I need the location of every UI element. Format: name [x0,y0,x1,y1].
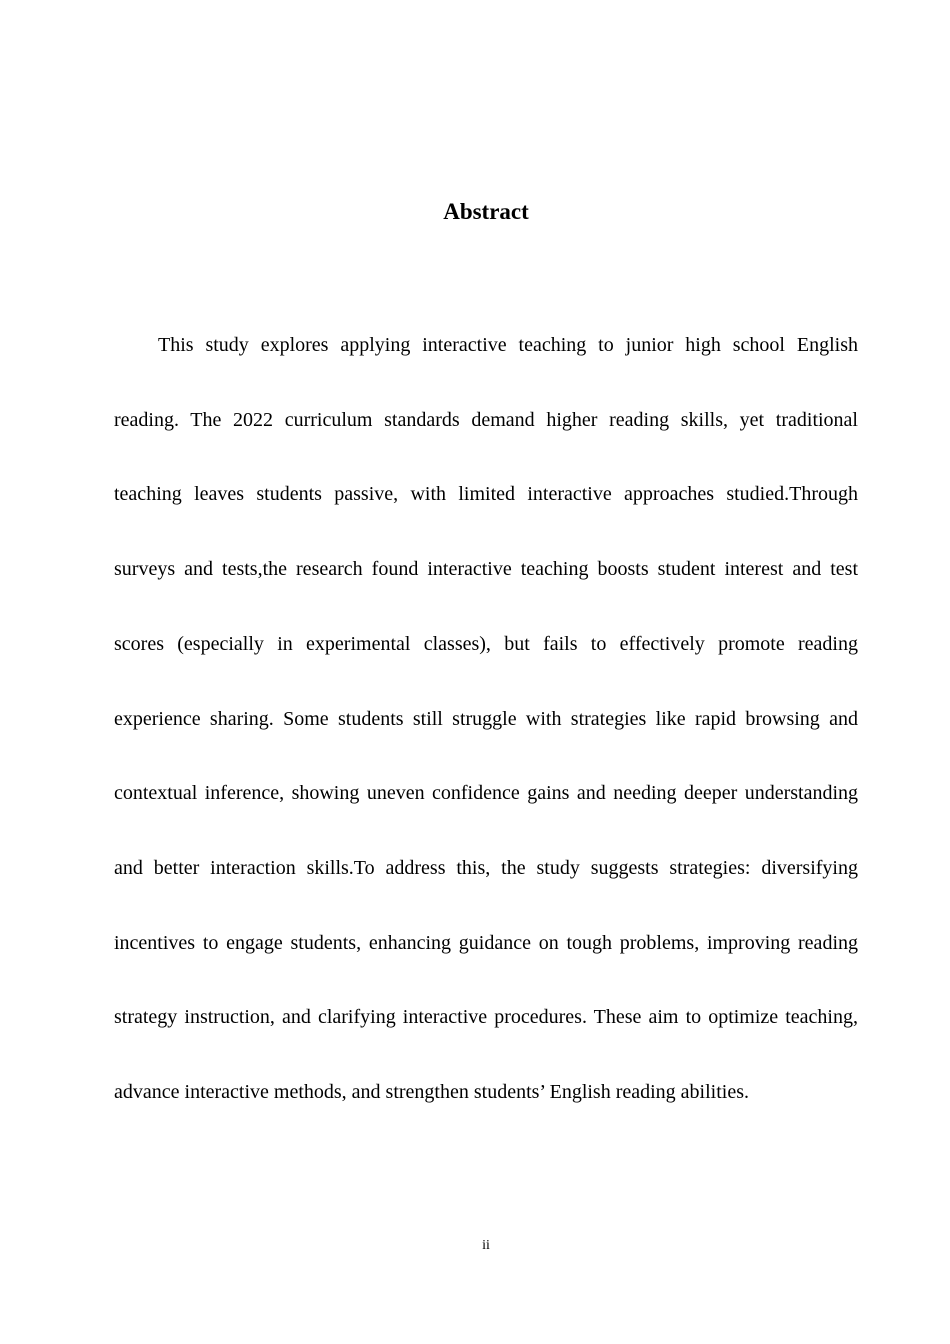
page-number: ii [482,1238,490,1253]
abstract-title: Abstract [443,199,529,224]
abstract-body: This study explores applying interactive teaching to junior high school English reading. The 2022 curriculum standards demand higher reading skills, yet traditional teaching leaves students passive, with limited interactive approaches studied.Through surveys and tests,the research found interactive teaching boosts student interest and test scores (especially in experimental classes), but fails to effectively promote reading experience sharing. Some students still struggle with strategies like rapid browsing and contextual inference, showing uneven confidence gains and needing deeper understanding and better interaction skills.To address this, the study suggests strategies: diversifying incentives to engage students, enhancing guidance on tough problems, improving reading strategy instruction, and clarifying interactive procedures. These aim to optimize teaching, advance interactive methods, and strengthen students’ English reading abilities. [114,334,858,1104]
